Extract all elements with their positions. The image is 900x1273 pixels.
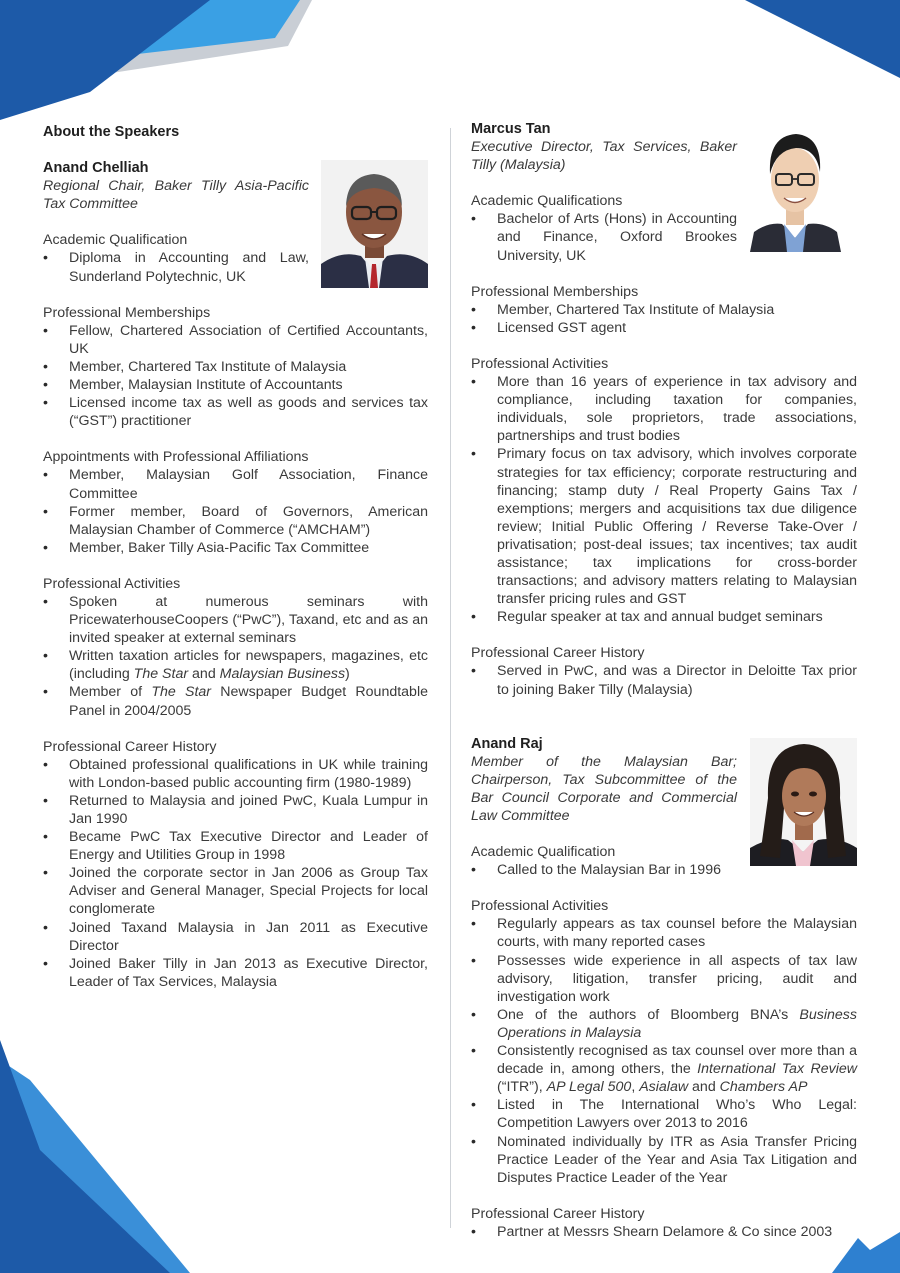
list-item: • Returned to Malaysia and joined PwC, Kuala Lumpur in Jan 1990 <box>43 792 428 828</box>
section-heading: Professional Career History <box>471 1205 645 1222</box>
column-divider <box>450 128 451 1228</box>
speaker-name: Marcus Tan <box>471 121 551 137</box>
list-item: • Fellow, Chartered Association of Certified Accountants, UK <box>43 322 428 358</box>
list-item: • Consistently recognised as tax counsel over more than a decade in, among others, the International Tax Review (“ITR”), AP Legal 500, Asialaw and Chambers AP <box>471 1042 857 1096</box>
section-heading: Professional Career History <box>43 738 217 755</box>
list-item: • Licensed income tax as well as goods and services tax (“GST”) practitioner <box>43 394 428 430</box>
section-heading: Professional Activities <box>43 575 181 592</box>
section-heading: Professional Career History <box>471 645 645 662</box>
bullet-list <box>471 861 737 879</box>
bullet-list <box>471 1223 857 1241</box>
list-item: • Nominated individually by ITR as Asia Transfer Pricing Practice Leader of the Year and Asia Tax Litigation and Disputes Practice Leader of the Year <box>471 1133 857 1187</box>
list-item: • Regular speaker at tax and annual budget seminars <box>471 608 857 626</box>
list-item: • Obtained professional qualifications in UK while training with London-based public accounting firm (1980-1989) <box>43 756 428 792</box>
list-item: • Called to the Malaysian Bar in 1996 <box>471 861 737 879</box>
speaker-role: Member of the Malaysian Bar; Chairperson, Tax Subcommittee of the Bar Council Corporate and Commercial Law Committee <box>471 753 737 824</box>
list-item: • Joined the corporate sector in Jan 2006 as Group Tax Adviser and General Manager, Special Projects for local conglomerate <box>43 864 428 918</box>
list-item: • Primary focus on tax advisory, which involves corporate strategies for tax efficiency; corporate restructuring and financing; stamp duty / Real Property Gains Tax / exemptions; mergers and acquisitions tax due diligence review; Initial Public Offering / Reverse Take-Over / privatisation; post-deal issues; tax incentives; tax audit assistance; tax implications for cross-border transactions; and advisory matters relating to Malaysian transfer pricing rules and GST <box>471 445 857 608</box>
speaker-role: Regional Chair, Baker Tilly Asia-Pacific Tax Committee <box>43 178 309 213</box>
section-heading: Academic Qualification <box>471 844 616 861</box>
list-item: • Former member, Board of Governors, American Malaysian Chamber of Commerce (“AMCHAM”) <box>43 503 428 539</box>
list-item: • Spoken at numerous seminars with PricewaterhouseCoopers (“PwC”), Taxand, etc and as an invited speaker at external seminars <box>43 593 428 647</box>
bullet-list <box>43 756 428 991</box>
list-item: • Member, Malaysian Golf Association, Finance Committee <box>43 466 428 502</box>
list-item: • Joined Baker Tilly in Jan 2013 as Executive Director, Leader of Tax Services, Malaysia <box>43 955 428 991</box>
section-heading: Academic Qualification <box>43 232 188 249</box>
list-item: • Became PwC Tax Executive Director and Leader of Energy and Utilities Group in 1998 <box>43 828 428 864</box>
list-item: • Member of The Star Newspaper Budget Roundtable Panel in 2004/2005 <box>43 683 428 719</box>
list-item: • Joined Taxand Malaysia in Jan 2011 as Executive Director <box>43 919 428 955</box>
list-item: • Possesses wide experience in all aspects of tax law advisory, litigation, transfer pricing, audit and investigation work <box>471 952 857 1006</box>
speaker-name: Anand Chelliah <box>43 160 149 177</box>
section-heading: Professional Activities <box>471 355 609 372</box>
bullet-list <box>471 662 857 698</box>
list-item: • Regularly appears as tax counsel before the Malaysian courts, with many reported cases <box>471 915 857 951</box>
section-heading: Professional Activities <box>471 898 609 915</box>
list-item: • Licensed GST agent <box>471 319 857 337</box>
speaker-role: Executive Director, Tax Services, Baker Tilly (Malaysia) <box>471 139 737 174</box>
bullet-list <box>43 466 428 556</box>
list-item: • Member, Malaysian Institute of Accountants <box>43 376 428 394</box>
list-item: • One of the authors of Bloomberg BNA’s Business Operations in Malaysia <box>471 1006 857 1042</box>
list-item: • Diploma in Accounting and Law, Sunderland Polytechnic, UK <box>43 249 309 285</box>
top-right-shape <box>745 0 900 78</box>
bullet-list <box>471 373 857 626</box>
list-item: • Listed in The International Who’s Who Legal: Competition Lawyers over 2013 to 2016 <box>471 1096 857 1132</box>
list-item: • Member, Chartered Tax Institute of Malaysia <box>43 358 428 376</box>
bullet-list <box>43 322 428 431</box>
left-column <box>43 123 428 991</box>
bullet-list <box>471 210 737 264</box>
bullet-list <box>43 593 428 720</box>
section-title: About the Speakers <box>43 124 180 140</box>
section-heading: Appointments with Professional Affiliations <box>43 449 309 466</box>
bullet-list <box>471 301 857 337</box>
list-item: • Member, Baker Tilly Asia-Pacific Tax Committee <box>43 539 428 557</box>
bullet-list <box>43 249 309 285</box>
right-column <box>471 120 857 1241</box>
list-item: • Member, Chartered Tax Institute of Malaysia <box>471 301 857 319</box>
list-item: • More than 16 years of experience in tax advisory and compliance, including taxation for companies, individuals, sole proprietors, trade associations, partnerships and trust bodies <box>471 373 857 445</box>
list-item: • Partner at Messrs Shearn Delamore & Co since 2003 <box>471 1223 857 1241</box>
bullet-list <box>471 915 857 1186</box>
section-heading: Professional Memberships <box>43 304 211 321</box>
list-item: • Bachelor of Arts (Hons) in Accounting and Finance, Oxford Brookes University, UK <box>471 210 737 264</box>
list-item: • Written taxation articles for newspapers, magazines, etc (including The Star and Malaysian Business) <box>43 647 428 683</box>
speaker-name: Anand Raj <box>471 735 543 752</box>
list-item: • Served in PwC, and was a Director in Deloitte Tax prior to joining Baker Tilly (Malaysia) <box>471 662 857 698</box>
section-heading: Academic Qualifications <box>471 193 623 210</box>
section-heading: Professional Memberships <box>471 283 639 300</box>
